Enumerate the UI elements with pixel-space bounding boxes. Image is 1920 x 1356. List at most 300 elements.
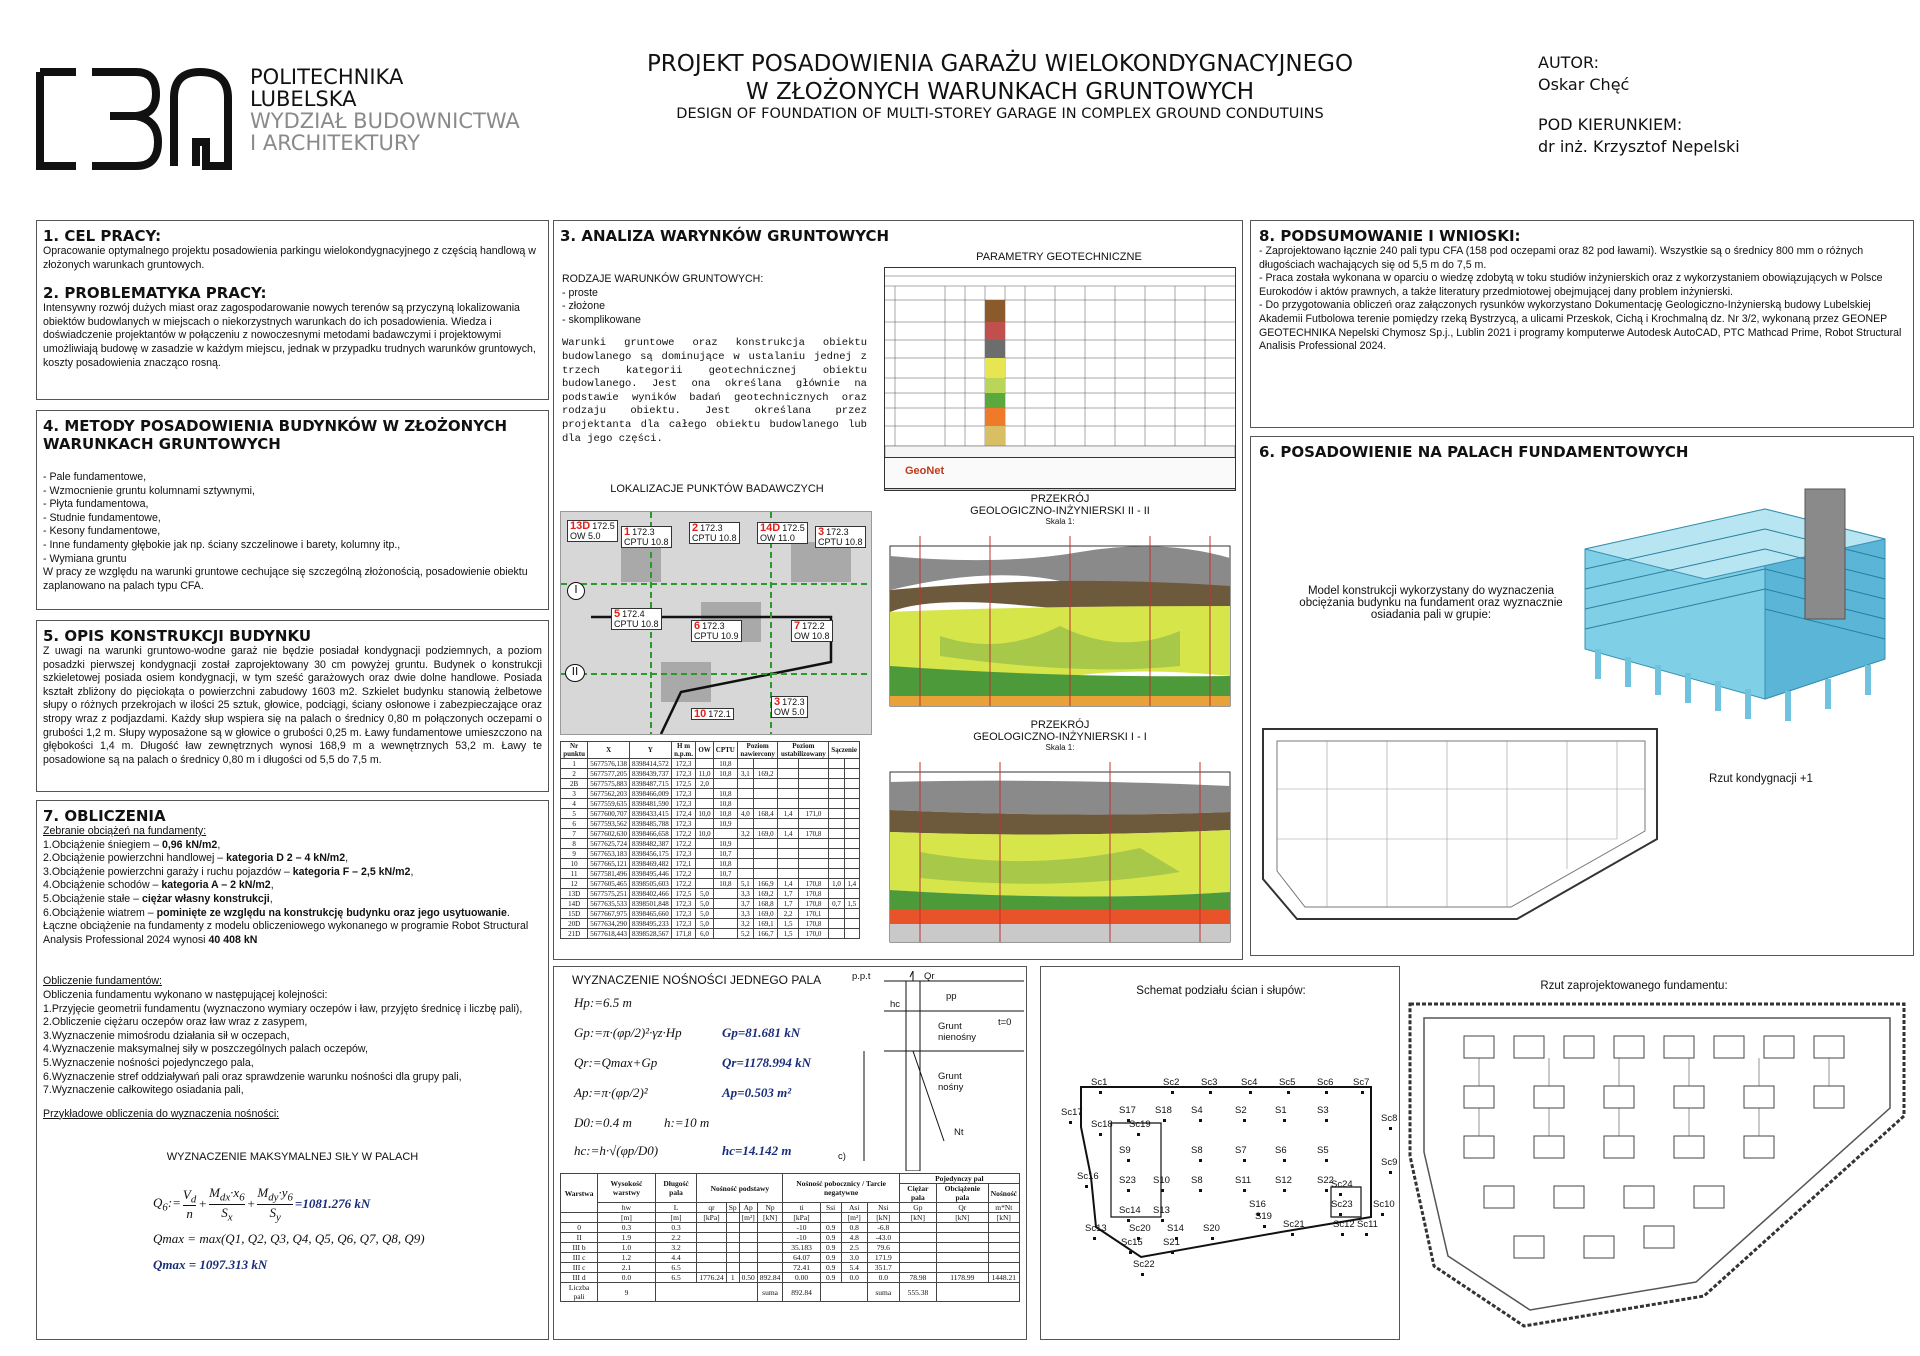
table-cell (844, 919, 859, 929)
table-cell: 10,8 (713, 809, 737, 819)
table-cell: 2.2 (655, 1233, 697, 1243)
faculty-name-1: WYDZIAŁ BUDOWNICTWA (250, 109, 520, 133)
table-cell (778, 859, 798, 869)
column-dot (1325, 1159, 1328, 1162)
scheme-label: S21 (1163, 1237, 1180, 1248)
scheme-label: Sc14 (1119, 1205, 1141, 1216)
column-header: Długość pala (655, 1174, 697, 1203)
table-cell (829, 829, 844, 839)
table-cell: 72.41 (783, 1263, 820, 1273)
table-cell (844, 809, 859, 819)
point-type: OW 5.0 (774, 707, 805, 717)
table-cell: 10,0 (696, 829, 713, 839)
table-cell: 10,9 (713, 819, 737, 829)
table-cell (778, 799, 798, 809)
table-cell: 5.4 (841, 1263, 867, 1273)
table-cell: [kPa] (783, 1213, 820, 1223)
table-cell (844, 819, 859, 829)
table-cell: 6.5 (655, 1263, 697, 1273)
table-cell (739, 1243, 757, 1253)
capacity-table-wrap (560, 1173, 1020, 1302)
table-cell (899, 1223, 936, 1233)
table-cell: 0.9 (820, 1243, 841, 1253)
column-dot (1341, 1233, 1344, 1236)
table-cell (844, 859, 859, 869)
table-cell: 0.00 (783, 1273, 820, 1283)
table-cell: 5677562,203 (588, 789, 630, 799)
table-cell: ti (783, 1203, 820, 1213)
table-cell: 0.3 (655, 1223, 697, 1233)
table-cell: 171,8 (671, 929, 696, 939)
research-point (567, 520, 618, 542)
column-header: Nośność pobocznicy / Tarcie negatywne (783, 1174, 899, 1203)
scheme-label: Sc1 (1091, 1077, 1108, 1088)
table-cell: 5677653,183 (588, 849, 630, 859)
scheme-label: S14 (1167, 1223, 1184, 1234)
table-cell: 11 (561, 869, 588, 879)
table-cell (844, 829, 859, 839)
research-point (791, 620, 833, 642)
table-cell (899, 1243, 936, 1253)
table-cell (713, 899, 737, 909)
table-cell: 7 (561, 829, 588, 839)
section-pile-foundation-title: 6. POSADOWIENIE NA PALACH FUNDAMENTOWYCH (1259, 443, 1689, 461)
diagram-label: Nt (954, 1127, 964, 1138)
column-dot (1199, 1159, 1202, 1162)
table-cell (844, 789, 859, 799)
table-cell: 6 (561, 819, 588, 829)
column-dot (1389, 1127, 1392, 1130)
point-id: 2 (692, 522, 699, 534)
scheme-label: Sc19 (1129, 1119, 1151, 1130)
table-cell (713, 829, 737, 839)
table-cell (988, 1233, 1019, 1243)
table-cell: 10,7 (713, 849, 737, 859)
title-block (884, 457, 1236, 489)
diagram-label: t=0 (998, 1017, 1012, 1028)
table-cell: 0.9 (820, 1233, 841, 1243)
table-cell: 10,8 (713, 769, 737, 779)
table-cell (844, 869, 859, 879)
research-point (611, 608, 662, 630)
table-cell: [m] (598, 1213, 656, 1223)
scheme-label: S9 (1119, 1145, 1131, 1156)
table-cell (937, 1223, 989, 1233)
diagram-label: Grunt nośny (938, 1071, 964, 1093)
table-cell: 169,2 (754, 769, 778, 779)
column-dot (1283, 1119, 1286, 1122)
table-cell: 3,7 (737, 899, 753, 909)
section-ii (880, 493, 1240, 720)
table-cell: 0.50 (739, 1273, 757, 1283)
table-cell: 2B (561, 779, 588, 789)
point-type: OW 5.0 (570, 531, 601, 541)
column-dot (1093, 1237, 1096, 1240)
section-structure-text: Z uwagi na warunki gruntowo-wodne garaż nie będzie posiadał kondygnacji podziemnych, a poziom posadzki pierwszej kondygnacji został zaprojektowany 30 cm powyżej gruntu. Budynek o konstrukcji szkieletowej posiada osiem kondygnacji, w tym sześć garażowych oraz dwie dolne handlowe. Posiada kształt zbliżony do pięciokąta o powierzchni zabudowy 1603 m2. Szkielet budynku stanowią żelbetowe słupy o różnych przekrojach w ilości 25 sztuk, głowice, podciągi, ściany osłonowe i zabezpieczające oraz stropy wraz z podjazdami. Każdy słup wspiera się na palach o średnicy 0,80 m połączonych oczepami o grubości 1,2 m. Słupy wyposażone są w głowice o grubości 0,25 m. Ławy fundamentowe umieszczono na głębokości 1,4 m. Długość ław zewnętrznych wynosi 168,9 m a wewnętrznych 53,2 m. Ławy te posadowione są na palach o średnicy 0,80 m i długości od 5,5 do 7,5 m. (43, 645, 542, 766)
point-type: OW 11.0 (760, 533, 795, 543)
table-cell: 6.5 (655, 1273, 697, 1283)
table-cell: 14D (561, 899, 588, 909)
table-cell (829, 919, 844, 929)
table-cell (844, 839, 859, 849)
table-cell (696, 849, 713, 859)
table-cell: 555.38 (899, 1283, 936, 1302)
table-cell: 5677634,290 (588, 919, 630, 929)
table-cell: Qr (937, 1203, 989, 1213)
table-cell (713, 779, 737, 789)
column-dot (1325, 1189, 1328, 1192)
table-cell: 3.2 (655, 1243, 697, 1253)
column-dot (1381, 1213, 1384, 1216)
qmax-result: Qmax = 1097.313 kN (153, 1257, 268, 1273)
table-cell: 166,7 (754, 929, 778, 939)
table-cell: 8398481,590 (630, 799, 672, 809)
table-cell: 169,0 (754, 909, 778, 919)
table-cell: Ssi (820, 1203, 841, 1213)
scheme-label: Sc20 (1129, 1223, 1151, 1234)
section-methods-title-2: WARUNKACH GRUNTOWYCH (43, 435, 281, 453)
table-cell: 1.2 (598, 1253, 656, 1263)
table-cell: 1,7 (778, 899, 798, 909)
section-ii-scale: Skala 1: (1045, 517, 1075, 526)
ap-value: Ap=0.503 m² (722, 1085, 792, 1100)
table-cell: 21D (561, 929, 588, 939)
floor-plan (1257, 719, 1667, 949)
point-id: 6 (694, 620, 701, 632)
table-cell: 10 (561, 859, 588, 869)
floor-plan-drawing-icon (1257, 719, 1667, 949)
table-cell: 8398501,848 (630, 899, 672, 909)
table-cell (798, 849, 829, 859)
table-cell (844, 849, 859, 859)
column-dot (1161, 1219, 1164, 1222)
q6-result: =1081.276 kN (294, 1196, 371, 1212)
section-goal-text: Opracowanie optymalnego projektu posadowienia parkingu wielokondygnacyjnego z częścią handlową w złożonych warunkach gruntowych. (43, 245, 536, 271)
table-cell: 172,2 (671, 839, 696, 849)
foundation-caption: Rzut zaprojektowanego fundamentu: (1540, 980, 1728, 992)
column-dot (1325, 1091, 1328, 1094)
column-header: Pojedynczy pal (899, 1174, 1019, 1184)
table-cell (697, 1253, 726, 1263)
point-id: 13D (570, 520, 591, 532)
table-cell: 8398439,737 (630, 769, 672, 779)
table-cell: Sp (726, 1203, 739, 1213)
table-cell (798, 869, 829, 879)
table-cell (988, 1253, 1019, 1263)
table-cell: 0.9 (820, 1223, 841, 1233)
table-cell: 20D (561, 919, 588, 929)
table-row (561, 1263, 1020, 1273)
table-cell (937, 1283, 1020, 1302)
table-cell (937, 1253, 989, 1263)
point-height: 172.2 (802, 621, 825, 631)
table-row (561, 1223, 1020, 1233)
list-item: 3.Wyznaczenie mimośrodu działania sił w oczepach, (43, 1029, 290, 1042)
table-cell: 0.9 (820, 1263, 841, 1273)
column-header: Y (630, 742, 672, 759)
column-dot (1127, 1159, 1130, 1162)
table-cell: 0,7 (829, 899, 844, 909)
column-dot (1137, 1133, 1140, 1136)
column-dot (1283, 1189, 1286, 1192)
table-cell (697, 1223, 726, 1233)
diagram-label: Grunt nienośny (938, 1021, 977, 1043)
table-cell: 8398505,603 (630, 879, 672, 889)
column-dot (1243, 1189, 1246, 1192)
table-cell (798, 779, 829, 789)
point-type: CPTU 10.8 (692, 533, 737, 543)
table-row (561, 829, 860, 839)
table-cell: 10,8 (713, 789, 737, 799)
table-cell: 1,7 (778, 889, 798, 899)
table-cell: 1,5 (778, 929, 798, 939)
scheme-drawing (1051, 1027, 1396, 1277)
table-cell: 0.9 (820, 1253, 841, 1263)
table-cell (829, 889, 844, 899)
model-caption: Model konstrukcji wykorzystany do wyznaczenia obciężania budynku na fundament oraz wyznacznie osiadania pali w grupie: (1299, 585, 1563, 621)
column-dot (1361, 1091, 1364, 1094)
table-cell: 8398414,572 (630, 759, 672, 769)
table-cell (829, 769, 844, 779)
table-cell: 172,3 (671, 759, 696, 769)
table-cell: 0.3 (598, 1223, 656, 1233)
table-cell: 5677667,975 (588, 909, 630, 919)
section-structure-title: 5. OPIS KONSTRUKCJI BUDYNKU (43, 627, 312, 645)
table-cell (844, 769, 859, 779)
table-cell: 169,2 (754, 889, 778, 899)
table-cell: hw (598, 1203, 656, 1213)
table-cell: 10,8 (713, 859, 737, 869)
table-cell: 170,8 (798, 919, 829, 929)
table-cell: 170,8 (798, 829, 829, 839)
scheme-label: S2 (1235, 1105, 1247, 1116)
table-cell: 1,4 (778, 829, 798, 839)
table-cell: 1776.24 (697, 1273, 726, 1283)
table-row (561, 809, 860, 819)
loads-list (43, 839, 542, 948)
column-dot (1129, 1251, 1132, 1254)
table-cell (655, 1283, 757, 1302)
pile-capacity-title: WYZNACZENIE NOŚNOŚCI JEDNEGO PALA (572, 973, 822, 987)
foundation-plan-drawing-icon (1404, 996, 1914, 1336)
table-cell: 8398487,715 (630, 779, 672, 789)
loads-heading: Zebranie obciążeń na fundamenty: (43, 825, 207, 837)
table-cell: 1,5 (778, 919, 798, 929)
scheme-label: S22 (1317, 1175, 1334, 1186)
table-cell: 172,2 (671, 829, 696, 839)
hp-value: Hp:=6.5 m (574, 995, 632, 1010)
section-conclusions-title: 8. PODSUMOWANIE I WNIOSKI: (1259, 227, 1521, 245)
table-cell: -10 (783, 1223, 820, 1233)
table-cell: Gp (899, 1203, 936, 1213)
table-cell: 1,4 (778, 809, 798, 819)
column-header: Warstwa (561, 1174, 598, 1213)
table-cell (739, 1263, 757, 1273)
column-dot (1263, 1225, 1266, 1228)
column-dot (1069, 1121, 1072, 1124)
table-cell: 13D (561, 889, 588, 899)
table-cell: 8398495,233 (630, 919, 672, 929)
table-cell: 15D (561, 909, 588, 919)
table-cell: 170,8 (798, 879, 829, 889)
table-row (561, 849, 860, 859)
table-cell: 3.0 (841, 1253, 867, 1263)
table-cell: 5677600,707 (588, 809, 630, 819)
scheme-label: Sc6 (1317, 1077, 1334, 1088)
table-cell (778, 759, 798, 769)
table-cell (737, 789, 753, 799)
list-item: 6.Obciążenie wiatrem – pominięte ze względu na konstrukcję budynku oraz jego usytuowanie. (43, 906, 510, 919)
table-cell (737, 759, 753, 769)
ground-text: Warunki gruntowe oraz konstrukcja obiektu budowlanego są dominujące w ustalaniu jednej z trzech kategorii geotechnicznej obiektu budowlanego. Jest ona określana głównie na podstawie wyników badań geotechnicznych oraz rodzaju obiektu. Jest określana przez projektanta dla całego obiektu budowlanego lub dla jego części. (562, 337, 867, 445)
table-cell: 5677602,630 (588, 829, 630, 839)
column-dot (1163, 1119, 1166, 1122)
table-cell (798, 759, 829, 769)
table-cell (937, 1263, 989, 1273)
table-cell: 1,5 (844, 899, 859, 909)
table-cell: 4 (561, 799, 588, 809)
table-cell: 5677593,562 (588, 819, 630, 829)
table-cell: 3,3 (737, 909, 753, 919)
table-cell (726, 1263, 739, 1273)
table-cell: [m²] (841, 1213, 867, 1223)
conclusion-3: - Do przygotowania obliczeń oraz załączonych rysunków wykorzystano Dokumentację Geologiczno-Inżynierską budowy Lubelskiej Akademii Futbolowa terenie pomiędzy rzeką Bystrzycą, a ulicami Przeskok, Cichą i Krochmalną dz. Nr 3/2, wykonaną przez GEONEP GEOTECHNIKA Nepelski Chymosz Sp.j., Lublin 2021 i programy komputerwe Autodesk AutoCAD, PTC Mathcad Prime, Robot Structural Analisis Professional 2024. (1259, 299, 1902, 353)
point-type: CPTU 10.8 (818, 537, 863, 547)
table-cell (757, 1253, 783, 1263)
research-point (689, 522, 740, 544)
table-cell: suma (867, 1283, 899, 1302)
ground-types (562, 273, 867, 446)
table-cell (778, 839, 798, 849)
scheme-label: Sc24 (1331, 1179, 1353, 1190)
table-cell: 10,8 (713, 799, 737, 809)
column-header: Nośność podstawy (697, 1174, 783, 1203)
point-type: CPTU 10.9 (694, 631, 739, 641)
table-cell: Ap (739, 1203, 757, 1213)
column-header: OW (696, 742, 713, 759)
point-type: CPTU 10.8 (624, 537, 669, 547)
table-cell: 172,1 (671, 859, 696, 869)
point-id: 10 (694, 708, 707, 720)
conclusion-1: - Zaprojektowano łącznie 240 pali typu CFA (158 pod oczepami oraz 82 pod ławami). Wszystkie są o średnicy 800 mm o różnych długościach wachających się od 5,5 m do 7,5 m. (1259, 245, 1864, 271)
company-logo: GeoNet (905, 465, 945, 477)
table-cell: 5677581,496 (588, 869, 630, 879)
table-cell: 172,5 (671, 889, 696, 899)
column-dot (1099, 1133, 1102, 1136)
table-cell: L (655, 1203, 697, 1213)
table-row (561, 1273, 1020, 1283)
table-cell: 8398466,009 (630, 789, 672, 799)
pile-diagram-icon (834, 971, 1024, 1171)
table-cell: 2.1 (598, 1263, 656, 1273)
column-header: Poziom nawiercony (737, 742, 778, 759)
column-dot (1211, 1237, 1214, 1240)
column-dot (1389, 1171, 1392, 1174)
table-cell: III d (561, 1273, 598, 1283)
column-dot (1171, 1091, 1174, 1094)
table-cell: 5677665,121 (588, 859, 630, 869)
column-header: H m n.p.m. (671, 742, 696, 759)
table-cell (713, 919, 737, 929)
hc-formula: hc:=h·√(φp/D0) (574, 1143, 659, 1158)
table-cell (696, 759, 713, 769)
table-cell: III c (561, 1253, 598, 1263)
table-cell: 172,3 (671, 799, 696, 809)
list-item: 2.Obliczenie ciężaru oczepów oraz ław wraz z zasypem, (43, 1016, 308, 1029)
table-cell: 10,8 (713, 759, 737, 769)
author-label: AUTOR: (1538, 53, 1600, 72)
table-cell: 172,3 (671, 919, 696, 929)
section-methods (36, 410, 549, 610)
table-row (561, 1243, 1020, 1253)
scheme-label: S18 (1155, 1105, 1172, 1116)
table-cell: 3,1 (737, 769, 753, 779)
table-cell (798, 789, 829, 799)
table-cell: 170,8 (798, 899, 829, 909)
table-cell: 8398433,415 (630, 809, 672, 819)
scheme-label: S23 (1119, 1175, 1136, 1186)
point-id: 1 (624, 526, 631, 538)
scheme-label: Sc12 (1333, 1219, 1355, 1230)
table-cell (713, 889, 737, 899)
table-cell (713, 929, 737, 939)
table-cell (757, 1223, 783, 1233)
gp-value: Gp=81.681 kN (722, 1025, 801, 1040)
total-load: Łączne obciążenie na fundamenty z modelu obliczeniowego wykonanego w programie Robot Structural Analysis Professional 2024 wynosi 40 408 kN (43, 920, 529, 946)
section-calculations-title: 7. OBLICZENIA (43, 807, 166, 825)
table-cell: 5 (561, 809, 588, 819)
table-cell: 79.6 (867, 1243, 899, 1253)
table-cell: 5677575,883 (588, 779, 630, 789)
table-cell (844, 889, 859, 899)
table-cell (988, 1243, 1019, 1253)
scheme-label: S17 (1119, 1105, 1136, 1116)
table-cell: 5677618,443 (588, 929, 630, 939)
table-cell: 6,0 (696, 929, 713, 939)
table-cell (754, 859, 778, 869)
table-cell: 171.9 (867, 1253, 899, 1263)
scheme-label: S10 (1153, 1175, 1170, 1186)
table-cell: 3,2 (737, 919, 753, 929)
table-cell: qr (697, 1203, 726, 1213)
table-cell: 9 (561, 849, 588, 859)
column-dot (1199, 1119, 1202, 1122)
table-cell: 1,0 (829, 879, 844, 889)
table-cell: 5677625,724 (588, 839, 630, 849)
table-cell: 0.9 (820, 1273, 841, 1283)
qr-value: Qr=1178.994 kN (722, 1055, 812, 1070)
table-cell (778, 769, 798, 779)
table-cell: [kN] (757, 1213, 783, 1223)
table-cell: 172,3 (671, 769, 696, 779)
table-cell: 5,0 (696, 909, 713, 919)
scheme-label: Sc16 (1077, 1171, 1099, 1182)
table-cell: [kPa] (697, 1213, 726, 1223)
column-header: Sączenie (829, 742, 860, 759)
table-cell: 172,2 (671, 869, 696, 879)
list-item: 6.Wyznaczenie stref oddziaływań pali oraz sprawdzenie warunku nośności dla grupy pali, (43, 1070, 462, 1083)
table-cell (798, 839, 829, 849)
table-cell: 1448.21 (988, 1273, 1019, 1283)
list-item: - Wzmocnienie gruntu kolumnami sztywnymi, (43, 484, 255, 497)
table-cell: 170,1 (798, 909, 829, 919)
table-cell (737, 779, 753, 789)
table-cell (899, 1233, 936, 1243)
section-ii-title: PRZEKRÓJ (1030, 493, 1090, 505)
table-cell: 12 (561, 879, 588, 889)
scheme-label: Sc13 (1085, 1223, 1107, 1234)
table-cell (561, 1213, 598, 1223)
